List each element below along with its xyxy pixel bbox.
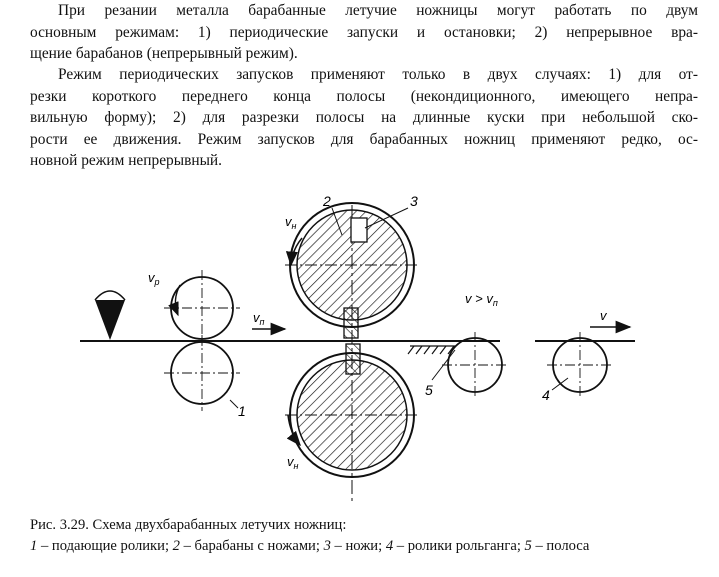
guide-triangle-icon (95, 291, 125, 340)
legend-num: 4 (385, 537, 394, 554)
legend-text: – ножи; (330, 537, 386, 554)
paragraph-line: основным режимам: 1) периодические запуски и остановки; 2) непрерывное вра- (30, 23, 698, 41)
legend-text: – полоса (531, 537, 590, 554)
label-v-knife-bottom: $v_н$ (287, 454, 299, 471)
paragraph-line: резки короткого переднего конца полосы (некондиционного, имеющего непра- (30, 87, 698, 105)
label-strip: 5 (425, 382, 433, 398)
legend-text: – барабаны с ножами; (179, 537, 324, 554)
knife-top-upper (351, 218, 367, 242)
legend-num: 1 (30, 537, 38, 554)
shears-diagram (80, 190, 640, 510)
leader-roller (230, 400, 238, 408)
feed-roller-bottom (164, 335, 240, 411)
label-knife: 3 (410, 193, 418, 209)
paragraph-line: щение барабанов (непрерывный режим). (30, 45, 298, 62)
label-roller-table: 4 (542, 387, 550, 403)
label-v-roller: $v_р$ (148, 270, 160, 287)
caption-title: Рис. 3.29. Схема двухбарабанных летучих ножниц: (30, 517, 347, 533)
label-v-strip: $v_п$ (253, 310, 265, 327)
support-table (408, 346, 455, 354)
paragraph-modes (30, 0, 698, 65)
legend-num: 3 (323, 537, 331, 554)
paragraph-line: вильную форму); 2) для разрезки полосы на длинные куски при небольшой ско- (30, 109, 698, 126)
label-v-out: v (600, 308, 607, 323)
legend-num: 5 (524, 537, 532, 554)
label-drum: 2 (323, 193, 331, 209)
knife-bottom (346, 344, 360, 374)
knife-top (344, 308, 358, 338)
bottom-drum (285, 344, 419, 477)
legend-text: – ролики рольганга; (393, 537, 525, 554)
paragraph-periodic-mode (30, 64, 698, 172)
paragraph-line: новной режим непрерывный. (30, 152, 222, 169)
paragraph-line: Режим периодических запусков применяют только в двух случаях: 1) для от- (58, 66, 698, 83)
legend-text: – подающие ролики; (37, 537, 173, 554)
paragraph-line: рости ее движения. Режим запусков для барабанных ножниц применяют редко, ос- (30, 130, 698, 148)
top-drum (285, 203, 419, 338)
label-feed-roller: 1 (238, 403, 246, 419)
figure-caption (30, 515, 698, 556)
label-v-knife-top: $v_н$ (285, 214, 297, 231)
caption-legend (30, 536, 698, 557)
paragraph-line: При резании металла барабанные летучие ножницы могут работать по двум (58, 2, 698, 19)
label-v-compare: $v > v_п$ (465, 291, 498, 308)
legend-num: 2 (172, 537, 180, 554)
